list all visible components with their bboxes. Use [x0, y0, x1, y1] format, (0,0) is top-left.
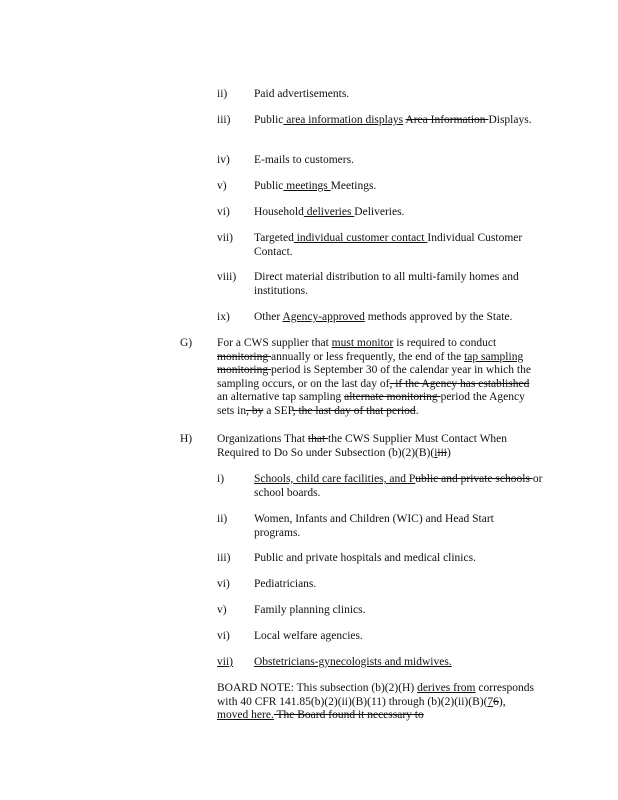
- item-text: Direct material distribution to all multi-family homes and institutions.: [254, 271, 519, 297]
- item-label: vii): [217, 232, 233, 244]
- item-text: Women, Infants and Children (WIC) and Head Start programs.: [254, 513, 494, 539]
- deleted-text: 6: [493, 695, 499, 708]
- item-text: Targeted individual customer contact Individual Customer Contact.: [254, 232, 523, 258]
- deleted-text: Area Information: [405, 114, 489, 126]
- item-label: vi): [217, 578, 230, 590]
- item-text: [254, 656, 554, 670]
- deleted-text: alternate monitoring: [344, 391, 441, 403]
- deleted-text: , by: [246, 404, 264, 417]
- board-note: BOARD NOTE: This subsection (b)(2)(H) derives from corresponds with 40 CFR 141.85(b)(2)(ii)(B)(11) through (b)(2)(ii)(B)(76), moved here. The Board found it necessary to: [217, 682, 534, 721]
- item-text: E-mails to customers.: [254, 154, 354, 166]
- item-label: i): [217, 473, 225, 485]
- deleted-text: , if the Agency has established: [389, 377, 530, 390]
- section-label: G): [180, 337, 193, 349]
- deleted-text: monitoring: [217, 350, 271, 363]
- deleted-text: that: [307, 433, 329, 445]
- inserted-text: derives from: [417, 682, 476, 694]
- inserted-text: Schools, child care facilities, and P: [254, 473, 416, 485]
- item-text: Schools, child care facilities, and Public and private schools or school boards.: [254, 473, 543, 499]
- item-label: viii): [217, 271, 237, 283]
- item-label: vi): [217, 206, 230, 218]
- inserted-text: deliveries: [303, 206, 355, 218]
- item-text: Household deliveries Deliveries.: [254, 206, 405, 218]
- item-label: iii): [217, 114, 231, 126]
- item-text: Other Agency-approved methods approved by the State.: [254, 311, 513, 323]
- item-label: vii): [217, 656, 233, 668]
- item-text: Pediatricians.: [254, 578, 317, 590]
- item-text: Paid advertisements.: [254, 88, 350, 100]
- item-text: Local welfare agencies.: [254, 630, 363, 642]
- item-label: v): [217, 604, 227, 616]
- item-label: v): [217, 180, 227, 192]
- inserted-text: tap sampling: [464, 350, 524, 363]
- deleted-text: monitoring: [217, 364, 271, 376]
- inserted-text: , moved here.: [217, 695, 506, 721]
- inserted-text: i: [434, 446, 438, 459]
- item-text: Family planning clinics.: [254, 604, 366, 616]
- inserted-text: Agency-approved: [282, 311, 365, 323]
- inserted-text: area information displays: [283, 114, 404, 126]
- section-text: For a CWS supplier that must monitor is required to conduct monitoring annually or less frequently, the end of the tap sampling monitoring period is September 30 of the calendar year in which the sampling occurs, or on the last day of, if the Agency has established an alternative tap sampling alternate monitoring period the Agency sets in, by a SEP, the last day of that period.: [217, 337, 531, 417]
- inserted-text: must monitor: [331, 337, 394, 349]
- item-label: iv): [217, 154, 230, 166]
- item-text: Public area information displays Area Information Displays.: [254, 114, 532, 126]
- inserted-text: meetings: [283, 180, 331, 192]
- inserted-text: individual customer contact: [293, 232, 428, 244]
- item-label: iii): [217, 552, 231, 564]
- deleted-text: The Board found it necessary to: [273, 709, 424, 721]
- item-label: vi): [217, 630, 230, 642]
- item-text: Public and private hospitals and medical clinics.: [254, 552, 476, 564]
- inserted-text: Obstetricians-gynecologists and midwives.: [254, 656, 452, 668]
- deleted-text: , the last day of that period: [292, 404, 416, 417]
- deleted-text: ublic and private schools: [415, 473, 533, 485]
- deleted-text: iii: [437, 446, 447, 459]
- item-text: Public meetings Meetings.: [254, 180, 377, 192]
- inserted-text: 7: [487, 695, 494, 708]
- item-label: ii): [217, 513, 228, 525]
- section-text: Organizations That that the CWS Supplier Must Contact When Required to Do So under Subsection (b)(2)(B)(iiii): [217, 433, 508, 459]
- item-label: ii): [217, 88, 228, 100]
- section-label: H): [180, 433, 193, 445]
- item-label: ix): [217, 311, 230, 323]
